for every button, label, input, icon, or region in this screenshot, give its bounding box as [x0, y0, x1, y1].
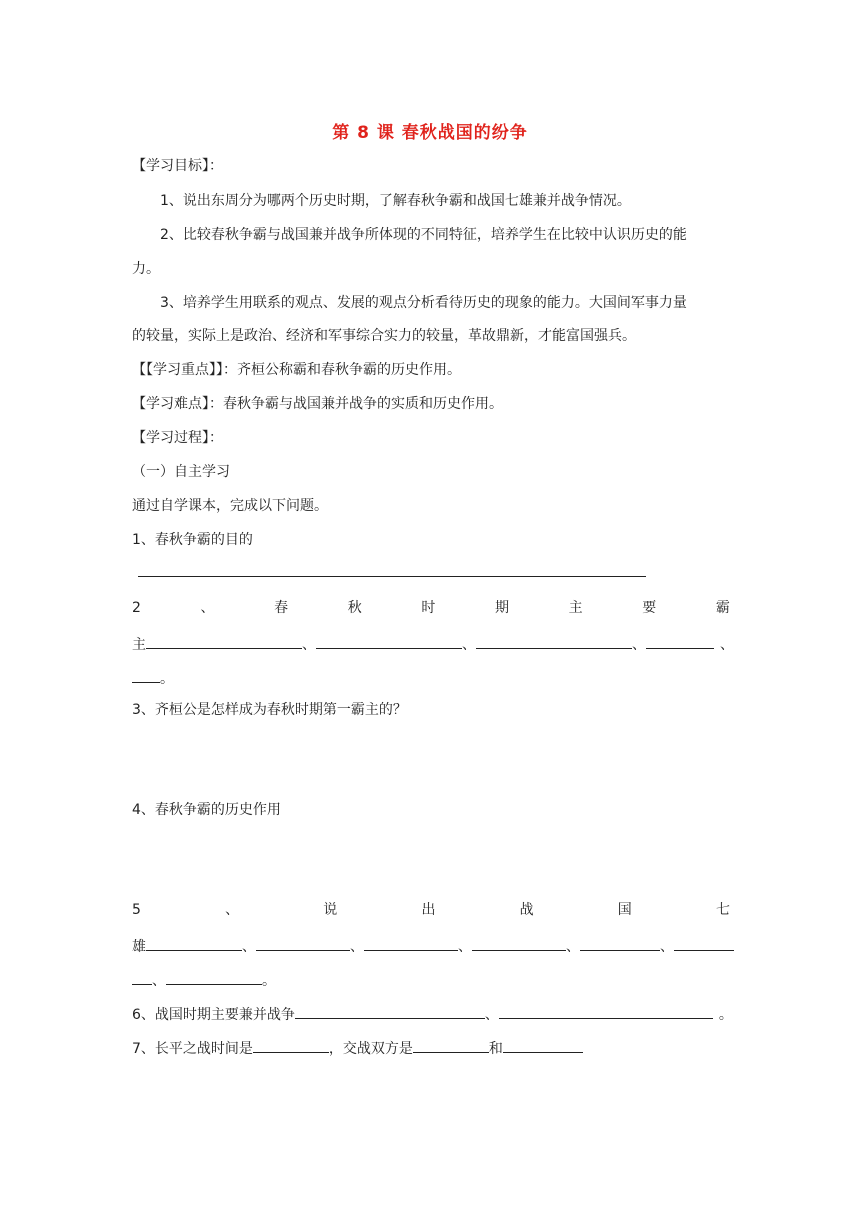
- answer-blank[interactable]: [472, 936, 566, 951]
- q2-char: 、: [200, 600, 215, 616]
- objectives-heading: 【学习目标】：: [132, 158, 223, 174]
- q5-char: 、: [225, 902, 240, 918]
- answer-blank[interactable]: [295, 1004, 485, 1019]
- answer-blank[interactable]: [674, 936, 734, 951]
- question-7: 7、长平之战时间是 ，交战双方是 和: [132, 1038, 583, 1057]
- q2-char: 主: [568, 600, 583, 616]
- process-heading: 【学习过程】：: [132, 430, 223, 446]
- q2-char: 期: [495, 600, 510, 616]
- question-1: 1、春秋争霸的目的: [132, 532, 253, 548]
- objective-3-line-2: 的较量，实际上是政治、经济和军事综合实力的较量，革故鼎新，才能富国强兵。: [132, 328, 636, 344]
- answer-blank[interactable]: [166, 970, 262, 985]
- answer-blank[interactable]: [646, 634, 714, 649]
- answer-blank[interactable]: [580, 936, 660, 951]
- answer-blank[interactable]: [364, 936, 458, 951]
- answer-blank[interactable]: [256, 936, 350, 951]
- question-2-line-3: 。: [132, 668, 174, 687]
- q5-char: 战: [519, 902, 534, 918]
- answer-blank[interactable]: [146, 634, 302, 649]
- q5-char: 5: [132, 902, 141, 918]
- q2-char: 要: [642, 600, 657, 616]
- question-5-line-1: [132, 902, 730, 918]
- answer-blank[interactable]: [132, 970, 152, 985]
- q5-char: 出: [421, 902, 436, 918]
- objective-1: 1、说出东周分为哪两个历史时期，了解春秋争霸和战国七雄兼并战争情况。: [160, 193, 631, 209]
- question-6: 6、战国时期主要兼并战争 、 。: [132, 1004, 733, 1023]
- objective-3-line-1: 3、培养学生用联系的观点、发展的观点分析看待历史的现象的能力。大国间军事力量: [160, 295, 687, 311]
- question-2-line-1: [132, 600, 730, 616]
- q2-char: 霸: [715, 600, 730, 616]
- q2-char: 时: [421, 600, 436, 616]
- answer-blank[interactable]: [476, 634, 632, 649]
- difficult-points: 【学习难点】：春秋争霸与战国兼并战争的实质和历史作用。: [132, 396, 503, 412]
- answer-blank[interactable]: [253, 1038, 329, 1053]
- q5-char: 说: [323, 902, 338, 918]
- q5-char: 国: [617, 902, 632, 918]
- self-study-intro: 通过自学课本，完成以下问题。: [132, 498, 328, 514]
- q5-char: 七: [715, 902, 730, 918]
- key-points: 【【学习重点】】：齐桓公称霸和春秋争霸的历史作用。: [132, 362, 461, 378]
- objective-2-line-1: 2、比较春秋争霸与战国兼并战争所体现的不同特征，培养学生在比较中认识历史的能: [160, 227, 687, 243]
- question-5-line-3: 、 。: [132, 970, 276, 989]
- answer-blank[interactable]: [499, 1004, 713, 1019]
- question-2-line-2: 主 、 、 、 、: [132, 634, 734, 653]
- question-4: 4、春秋争霸的历史作用: [132, 802, 281, 818]
- question-3: 3、齐桓公是怎样成为春秋时期第一霸主的？: [132, 702, 407, 718]
- question-5-line-2: 雄 、 、 、 、 、: [132, 936, 734, 955]
- answer-line-q1[interactable]: [138, 576, 646, 577]
- answer-blank[interactable]: [316, 634, 462, 649]
- answer-blank[interactable]: [132, 668, 160, 683]
- objective-2-line-2: 力。: [132, 261, 160, 277]
- self-study-heading: （一）自主学习: [132, 464, 230, 480]
- q2-char: 秋: [347, 600, 362, 616]
- answer-blank[interactable]: [413, 1038, 489, 1053]
- page-title: 第 8 课 春秋战国的纷争: [332, 123, 528, 143]
- q2-char: 春: [274, 600, 289, 616]
- q2-char: 2: [132, 600, 141, 616]
- answer-blank[interactable]: [146, 936, 242, 951]
- answer-blank[interactable]: [503, 1038, 583, 1053]
